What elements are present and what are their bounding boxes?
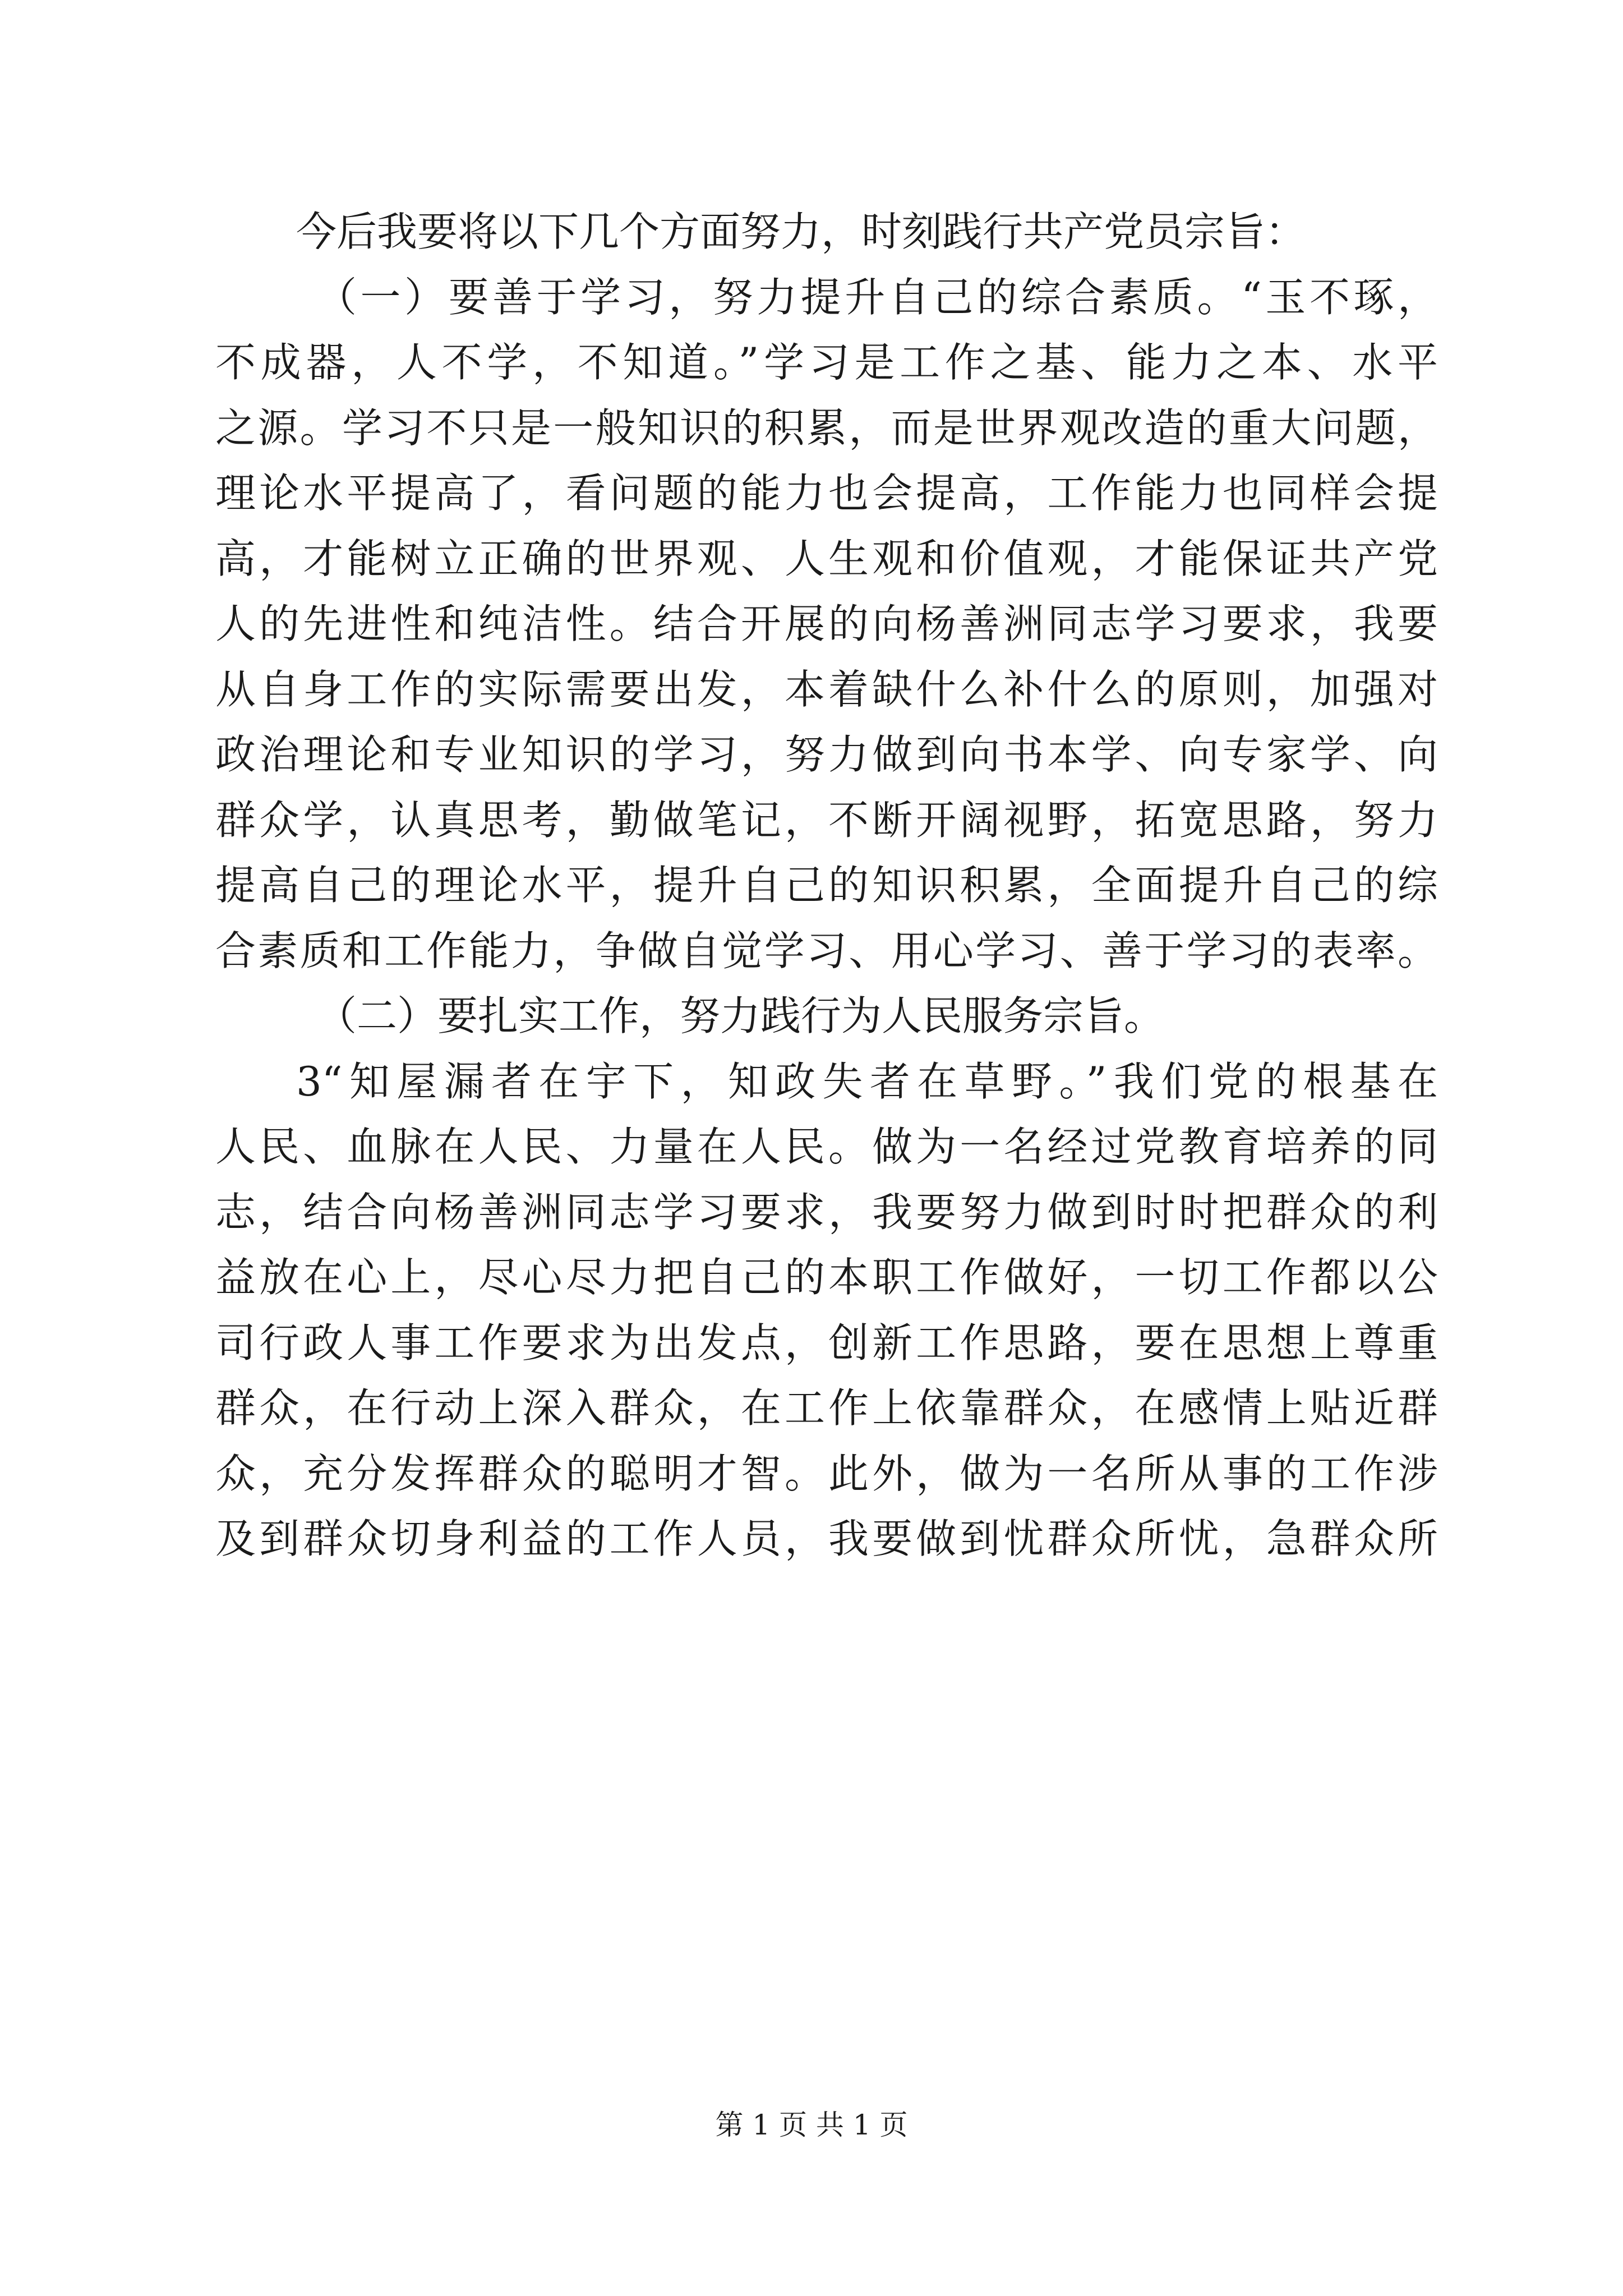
- text-line: 合素质和工作能力，争做自觉学习、用心学习、善于学习的表率。: [215, 927, 1438, 974]
- text-line: 理论水平提高了，看问题的能力也会提高，工作能力也同样会提: [215, 470, 1438, 517]
- text-line: 今后我要将以下几个方面努力，时刻践行共产党员宗旨：: [296, 208, 1306, 255]
- text-line: 志，结合向杨善洲同志学习要求，我要努力做到时时把群众的利: [215, 1188, 1438, 1236]
- text-line: （一）要善于学习，努力提升自己的综合素质。“玉不琢，: [316, 273, 1438, 321]
- text-line: 不成器，人不学，不知道。”学习是工作之基、能力之本、水平: [215, 339, 1438, 386]
- text-line: 人的先进性和纯洁性。结合开展的向杨善洲同志学习要求，我要: [215, 600, 1438, 647]
- text-line: （二）要扎实工作，努力践行为人民服务宗旨。: [316, 992, 1165, 1039]
- text-line: 提高自己的理论水平，提升自己的知识积累，全面提升自己的综: [215, 862, 1438, 909]
- text-line: 及到群众切身利益的工作人员，我要做到忧群众所忧，急群众所: [215, 1515, 1438, 1562]
- text-line: 3“知屋漏者在宇下，知政失者在草野。”我们党的根基在: [296, 1057, 1438, 1105]
- text-line: 司行政人事工作要求为出发点，创新工作思路，要在思想上尊重: [215, 1319, 1438, 1366]
- text-line: 益放在心上，尽心尽力把自己的本职工作做好，一切工作都以公: [215, 1254, 1438, 1301]
- text-line: 高，才能树立正确的世界观、人生观和价值观，才能保证共产党: [215, 535, 1438, 582]
- document-body: [215, 199, 1438, 1572]
- text-line: 之源。学习不只是一般知识的积累，而是世界观改造的重大问题，: [215, 404, 1438, 452]
- page-footer: 第 1 页 共 1 页: [715, 2109, 908, 2141]
- text-line: 群众学，认真思考，勤做笔记，不断开阔视野，拓宽思路，努力: [215, 796, 1438, 844]
- text-line: 人民、血脉在人民、力量在人民。做为一名经过党教育培养的同: [215, 1123, 1438, 1170]
- text-line: 从自身工作的实际需要出发，本着缺什么补什么的原则，加强对: [215, 665, 1438, 713]
- text-line: 政治理论和专业知识的学习，努力做到向书本学、向专家学、向: [215, 731, 1438, 778]
- paragraph-work-heading: [215, 983, 1438, 1049]
- paragraph-work: [215, 1049, 1438, 1572]
- text-line: 群众，在行动上深入群众，在工作上依靠群众，在感情上贴近群: [215, 1384, 1438, 1432]
- paragraph-study: [215, 265, 1438, 984]
- text-line: 众，充分发挥群众的聪明才智。此外，做为一名所从事的工作涉: [215, 1450, 1438, 1497]
- paragraph-intro: [215, 199, 1438, 265]
